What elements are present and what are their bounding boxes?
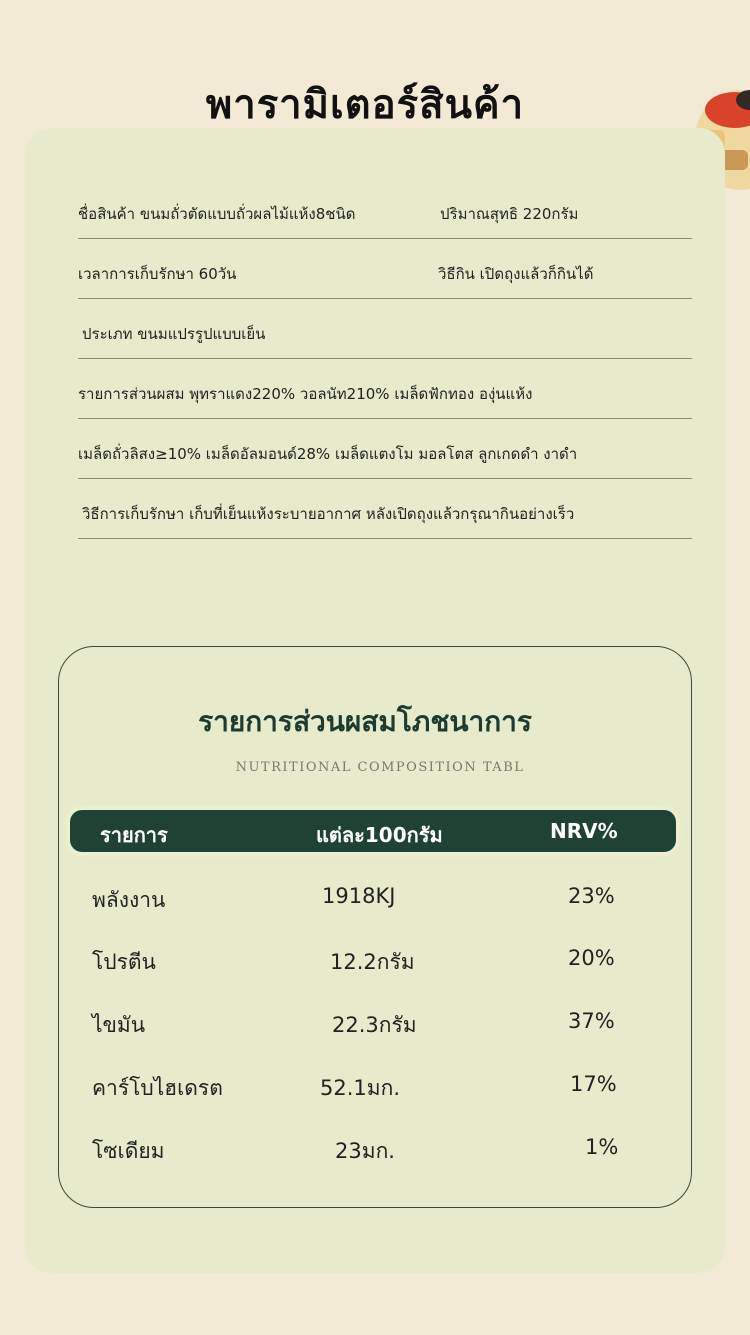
- spec-net-weight: ปริมาณสุทธิ 220กรัม: [440, 205, 579, 223]
- page-title: พารามิเตอร์สินค้า: [205, 82, 525, 128]
- nutrition-row: [0, 884, 750, 924]
- header-nrv: NRV%: [550, 819, 618, 843]
- nutrient-nrv: 37%: [568, 1009, 615, 1033]
- nutrient-nrv: 17%: [570, 1072, 617, 1096]
- nutrition-title: รายการส่วนผสมโภชนาการ: [198, 705, 532, 738]
- spec-how-to-eat: วิธีกิน เปิดถุงแล้วก็กินได้: [438, 265, 594, 283]
- nutrition-row: [0, 1135, 750, 1175]
- nutrition-row: [0, 1009, 750, 1049]
- nutrient-name: โซเดียม: [92, 1139, 165, 1163]
- spec-type: ประเภท ขนมแปรรูปแบบเย็น: [82, 325, 266, 343]
- nutrient-value: 52.1มก.: [320, 1076, 400, 1100]
- spec-row: [78, 178, 692, 239]
- nutrient-value: 12.2กรัม: [330, 950, 415, 974]
- spec-storage: วิธีการเก็บรักษา เก็บที่เย็นแห้งระบายอากาศ หลังเปิดถุงแล้วกรุณากินอย่างเร็ว: [82, 505, 575, 523]
- header-per-100g: แต่ละ100กรัม: [316, 823, 443, 847]
- spec-row: [78, 358, 692, 419]
- nutrient-name: คาร์โบไฮเดรต: [92, 1076, 223, 1100]
- nutrition-header-bar: [70, 810, 676, 852]
- nutrient-name: ไขมัน: [92, 1013, 146, 1037]
- spec-shelf-life: เวลาการเก็บรักษา 60วัน: [78, 265, 237, 283]
- spec-row: [78, 238, 692, 299]
- spec-product-name: ชื่อสินค้า ขนมถั่วตัดแบบถั่วผลไม้แห้ง8ชนิด: [78, 205, 356, 223]
- spec-row: [78, 478, 692, 539]
- nutrition-row: [0, 1072, 750, 1112]
- nutrient-nrv: 23%: [568, 884, 615, 908]
- spec-ingredients-1: รายการส่วนผสม พุทราแดง220% วอลนัท210% เมล็ดฟักทอง องุ่นแห้ง: [78, 385, 533, 403]
- nutrient-name: พลังงาน: [92, 888, 166, 912]
- nutrient-name: โปรตีน: [92, 950, 156, 974]
- nutrient-value: 23มก.: [335, 1139, 395, 1163]
- nutrient-value: 22.3กรัม: [332, 1013, 417, 1037]
- spec-row: [78, 418, 692, 479]
- spec-row: [78, 298, 692, 359]
- spec-ingredients-2: เมล็ดถั่วลิสง≥10% เมล็ดอัลมอนด์28% เมล็ดแตงโม มอลโตส ลูกเกดดำ งาดำ: [78, 445, 578, 463]
- nutrition-subtitle: NUTRITIONAL COMPOSITION TABL: [235, 760, 525, 775]
- header-item: รายการ: [100, 823, 168, 847]
- nutrient-nrv: 20%: [568, 946, 615, 970]
- nutrition-row: [0, 946, 750, 986]
- nutrient-nrv: 1%: [585, 1135, 619, 1159]
- nutrient-value: 1918KJ: [322, 884, 396, 908]
